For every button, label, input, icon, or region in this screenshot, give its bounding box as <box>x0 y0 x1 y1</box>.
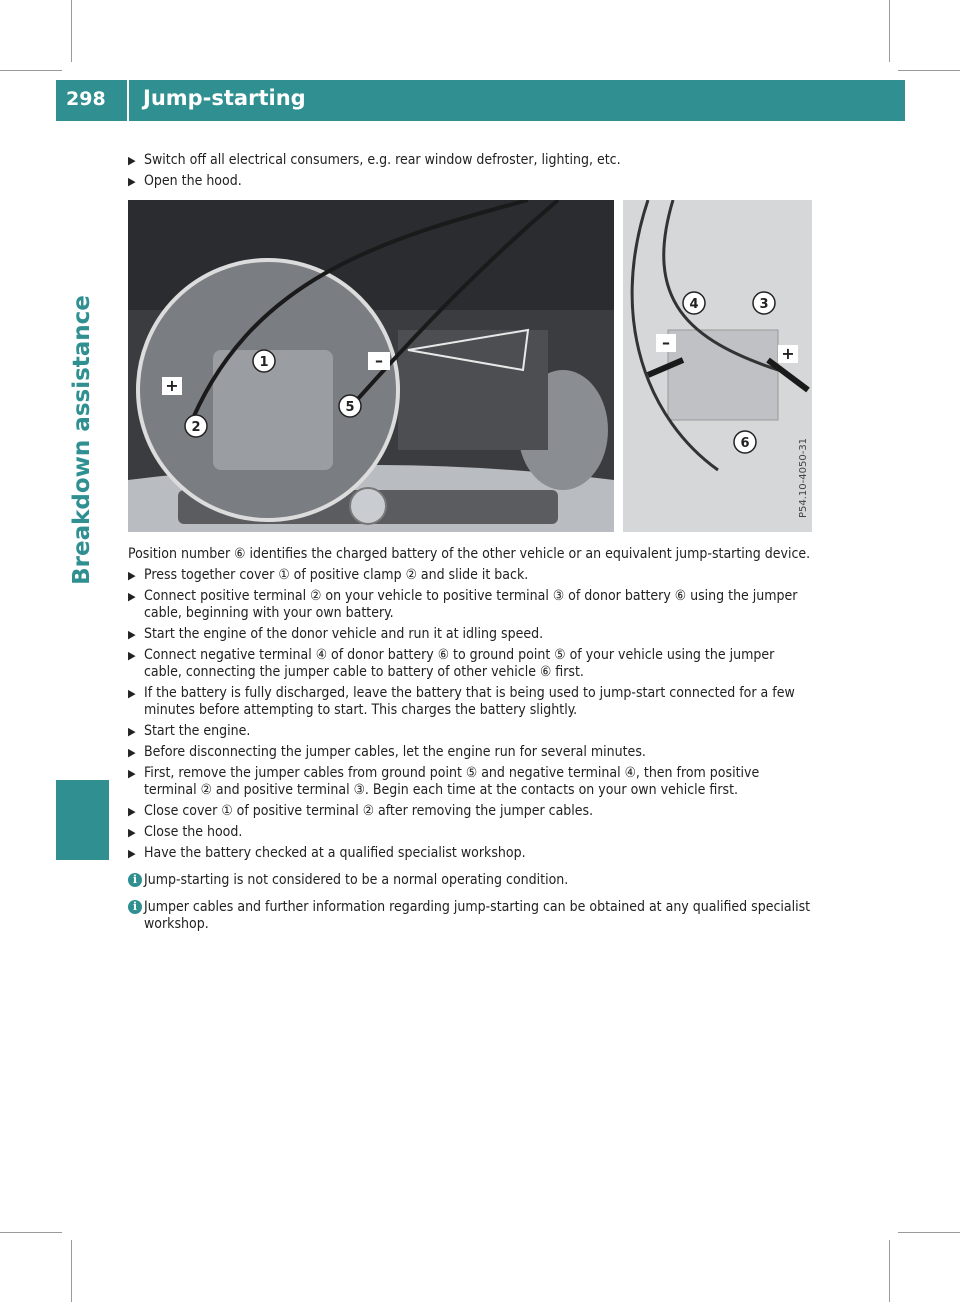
crop-mark <box>898 70 960 71</box>
step-text: Start the engine of the donor vehicle and run it at idling speed. <box>144 626 544 642</box>
page-number: 298 <box>66 88 106 110</box>
svg-text:4: 4 <box>689 297 699 312</box>
svg-text:3: 3 <box>759 297 769 312</box>
jump-start-figure <box>128 200 812 532</box>
svg-text:6: 6 <box>740 436 750 451</box>
callout-3 <box>753 292 775 314</box>
step <box>128 803 812 820</box>
step <box>128 588 812 622</box>
callout-6 <box>734 431 756 453</box>
step-text: Close cover ① of positive terminal ② after removing the jumper cables. <box>144 803 594 819</box>
callout-1 <box>253 350 275 372</box>
step-arrow-icon: ▶ <box>128 847 136 860</box>
step-arrow-icon: ▶ <box>128 154 136 167</box>
callout-5 <box>339 395 361 417</box>
callout-4 <box>683 292 705 314</box>
step-text: Open the hood. <box>144 173 242 189</box>
step-text: If the battery is fully discharged, leave the battery that is being used to jump-start connected for a few minutes before attempting to start. This charges the battery slightly. <box>144 685 795 718</box>
crop-mark <box>71 0 72 62</box>
svg-text:1: 1 <box>259 355 269 370</box>
svg-text:–: – <box>662 333 670 352</box>
section-label: Breakdown assistance <box>69 295 95 585</box>
minus-label <box>368 351 390 370</box>
info-text: Jump-starting is not considered to be a normal operating condition. <box>144 872 569 888</box>
svg-text:+: + <box>165 376 179 395</box>
info-text: Jumper cables and further information regarding jump-starting can be obtained at any qualified specialist workshop. <box>144 899 811 932</box>
step-text: Have the battery checked at a qualified specialist workshop. <box>144 845 526 861</box>
info-icon: i <box>128 900 142 914</box>
step-arrow-icon: ▶ <box>128 746 136 759</box>
step-arrow-icon: ▶ <box>128 687 136 700</box>
step-text: Start the engine. <box>144 723 251 739</box>
figure-illustration <box>128 200 812 532</box>
step-text: Connect negative terminal ④ of donor battery ⑥ to ground point ⑤ of your vehicle using the jumper cable, connecting the jumper cable to battery of other vehicle ⑥ first. <box>144 647 775 680</box>
crop-mark <box>0 70 62 71</box>
crop-mark <box>889 1240 890 1302</box>
donor-battery <box>668 330 778 420</box>
header-divider <box>127 56 129 121</box>
svg-text:–: – <box>375 351 383 370</box>
position-note: Position number ⑥ identifies the charged battery of the other vehicle or an equivalent jump-starting device. <box>128 546 811 562</box>
step <box>128 626 812 643</box>
step-arrow-icon: ▶ <box>128 805 136 818</box>
step-arrow-icon: ▶ <box>128 826 136 839</box>
step-arrow-icon: ▶ <box>128 175 136 188</box>
step-arrow-icon: ▶ <box>128 590 136 603</box>
content <box>128 152 812 933</box>
step <box>128 723 812 740</box>
step-text: Connect positive terminal ② on your vehicle to positive terminal ③ of donor battery ⑥ using the jumper cable, beginning with your own battery. <box>144 588 798 621</box>
step <box>128 567 812 584</box>
page-title: Jump-starting <box>143 86 306 110</box>
step <box>128 824 812 841</box>
crop-mark <box>889 0 890 62</box>
callout-2 <box>185 415 207 437</box>
svg-text:5: 5 <box>345 400 355 415</box>
plus-label <box>162 376 182 395</box>
step-text: First, remove the jumper cables from ground point ⑤ and negative terminal ④, then from positive terminal ② and positive terminal ③. Begin each time at the contacts on your own vehicle first. <box>144 765 760 798</box>
step <box>128 744 812 761</box>
badge <box>350 488 386 524</box>
step <box>128 845 812 862</box>
step-text: Press together cover ① of positive clamp ② and slide it back. <box>144 567 529 583</box>
crop-mark <box>71 1240 72 1302</box>
step-arrow-icon: ▶ <box>128 649 136 662</box>
step-text: Close the hood. <box>144 824 243 840</box>
step <box>128 685 812 719</box>
step-arrow-icon: ▶ <box>128 569 136 582</box>
step <box>128 765 812 799</box>
section-tab-marker <box>56 780 109 860</box>
step-text: Before disconnecting the jumper cables, let the engine run for several minutes. <box>144 744 646 760</box>
crop-mark <box>0 1232 62 1233</box>
plus-label <box>778 344 798 363</box>
info-note <box>128 872 812 889</box>
info-icon: i <box>128 873 142 887</box>
crop-mark <box>898 1232 960 1233</box>
minus-label <box>656 333 676 352</box>
info-note <box>128 899 812 933</box>
svg-text:+: + <box>781 344 795 363</box>
step <box>128 173 812 190</box>
step <box>128 152 812 169</box>
step-arrow-icon: ▶ <box>128 767 136 780</box>
figure-code: P54.10-4050-31 <box>798 437 809 518</box>
step-text: Switch off all electrical consumers, e.g. rear window defroster, lighting, etc. <box>144 152 621 168</box>
step-arrow-icon: ▶ <box>128 725 136 738</box>
step <box>128 647 812 681</box>
svg-text:2: 2 <box>191 420 201 435</box>
step-arrow-icon: ▶ <box>128 628 136 641</box>
